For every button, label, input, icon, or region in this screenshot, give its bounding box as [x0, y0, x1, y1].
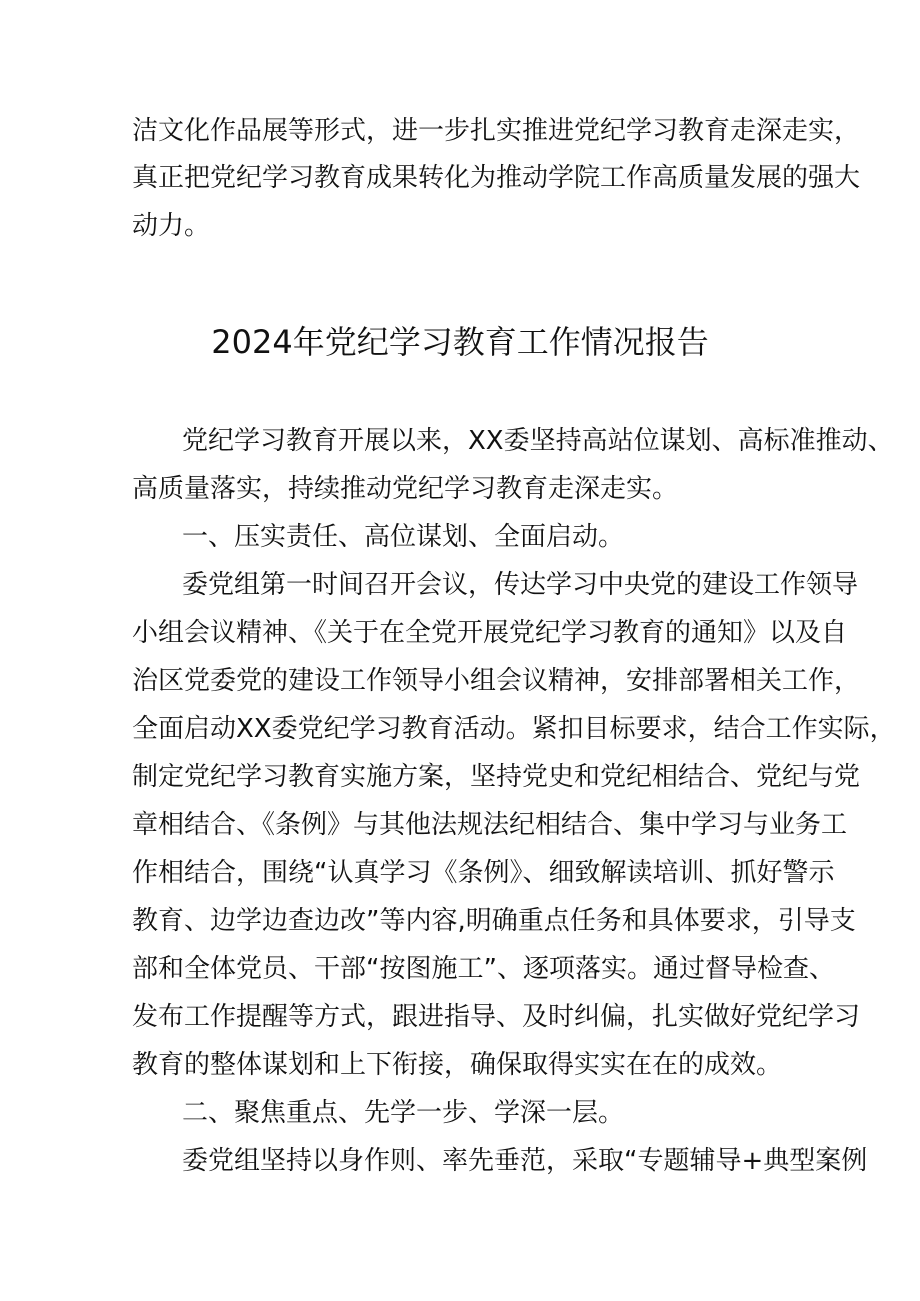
- body-line-2: 高质量落实，持续推动党纪学习教育走深走实。: [132, 474, 679, 504]
- body-line-11: 教育、边学边查边改”等内容,明确重点任务和具体要求，引导支: [132, 906, 856, 936]
- body-line-5: 小组会议精神、《关于在全党开展党纪学习教育的通知》以及自: [132, 618, 848, 648]
- body-line-8: 制定党纪学习教育实施方案，坚持党史和党纪相结合、党纪与党: [132, 762, 861, 792]
- body-line-1: 党纪学习教育开展以来，XX委坚持高站位谋划、高标准推动、: [182, 426, 894, 456]
- body-line-6: 治区党委党的建设工作领导小组会议精神，安排部署相关工作，: [132, 666, 861, 696]
- body-line-14: 教育的整体谋划和上下衔接，确保取得实实在在的成效。: [132, 1050, 783, 1080]
- intro-line-1: 洁文化作品展等形式，进一步扎实推进党纪学习教育走深走实，: [132, 116, 861, 146]
- body-line-10: 作相结合，围绕“认真学习《条例》、细致解读培训、抓好警示: [132, 858, 835, 888]
- document-title: 2024年党纪学习教育工作情况报告: [211, 323, 709, 361]
- intro-line-2: 真正把党纪学习教育成果转化为推动学院工作高质量发展的强大: [132, 163, 861, 193]
- body-line-7: 全面启动XX委党纪学习教育活动。紧扣目标要求，结合工作实际，: [132, 714, 896, 744]
- body-line-13: 发布工作提醒等方式，跟进指导、及时纠偏，扎实做好党纪学习: [132, 1002, 861, 1032]
- body-line-16: 委党组坚持以身作则、率先垂范，采取“专题辅导+典型案例: [182, 1146, 868, 1176]
- body-line-12: 部和全体党员、干部“按图施工”、逐项落实。通过督导检查、: [132, 954, 835, 984]
- section-heading-1: 一、压实责任、高位谋划、全面启动。: [182, 522, 625, 552]
- intro-line-3: 动力。: [132, 211, 211, 241]
- body-line-9: 章相结合、《条例》与其他法规法纪相结合、集中学习与业务工: [132, 810, 848, 840]
- body-line-4: 委党组第一时间召开会议，传达学习中央党的建设工作领导: [182, 570, 859, 600]
- section-heading-2: 二、聚焦重点、先学一步、学深一层。: [182, 1098, 625, 1128]
